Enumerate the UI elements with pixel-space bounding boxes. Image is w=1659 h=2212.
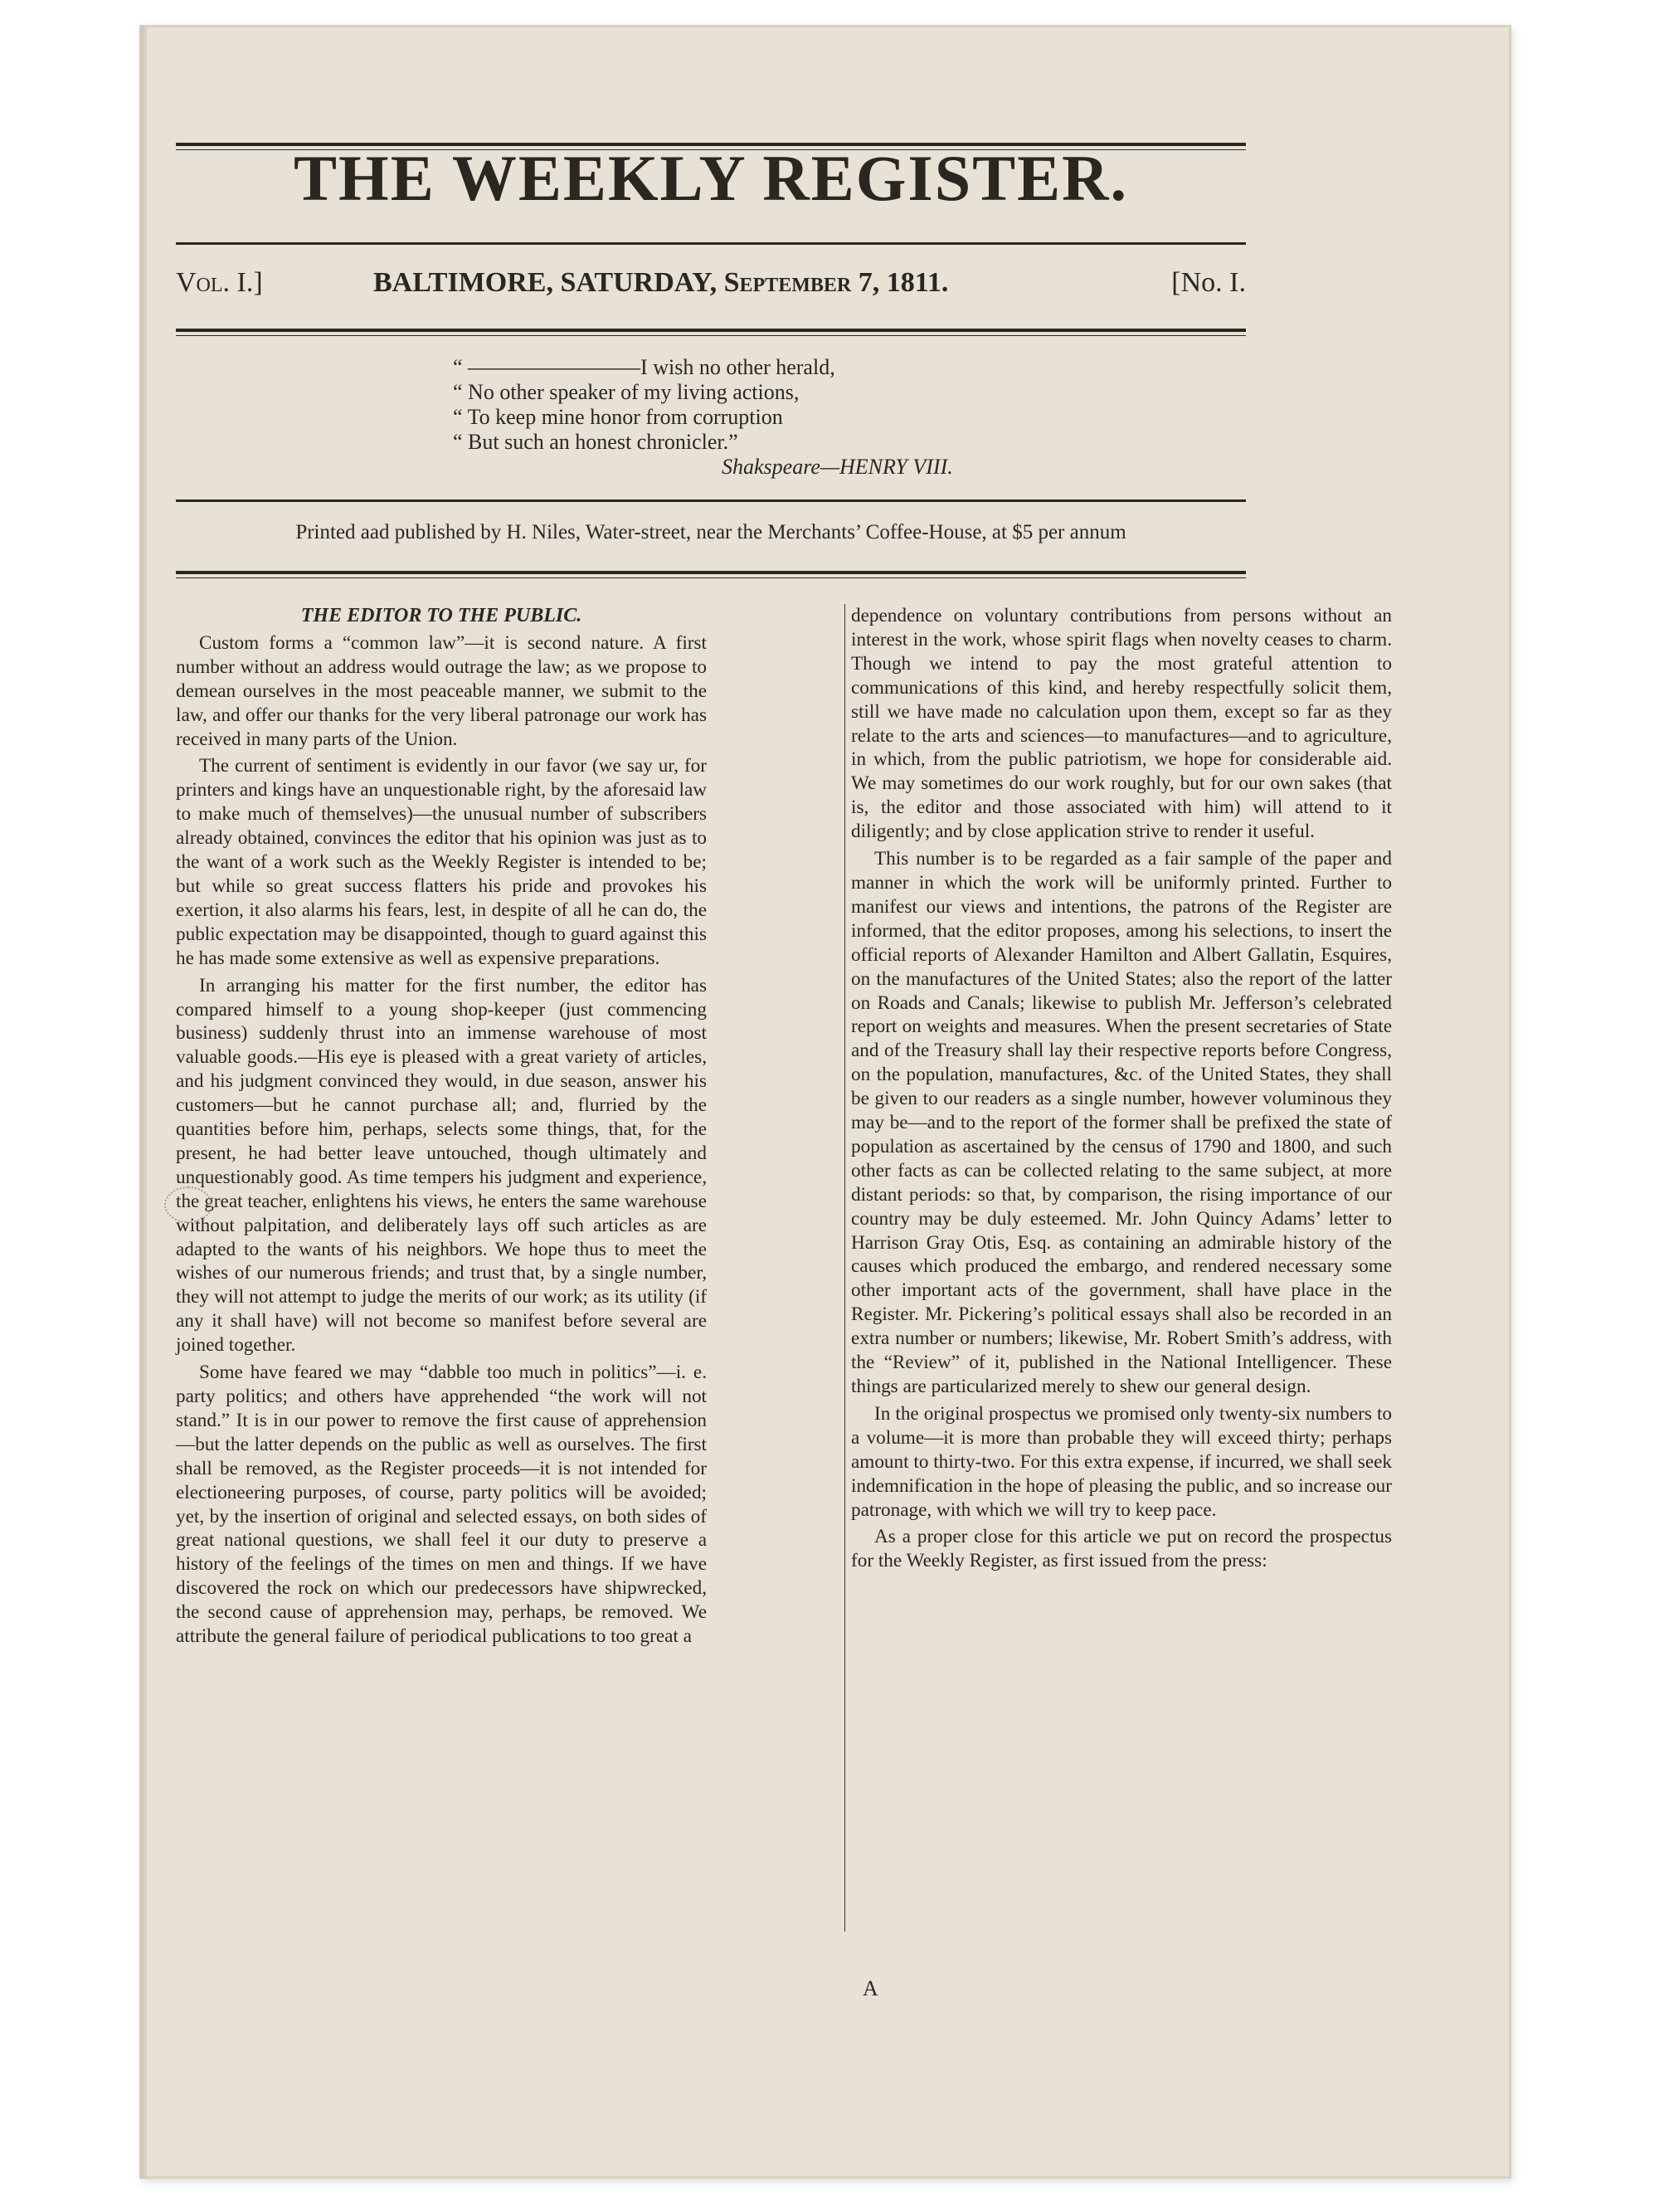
imprint-line: Printed aad published by H. Niles, Water-street, near the Merchants’ Coffee-House, at $5 per annum: [295, 521, 1126, 543]
imprint-bottom-rule: [176, 571, 1246, 574]
issue-number: [No. I.: [1171, 267, 1246, 298]
volume-label: Vol. I.]: [176, 267, 263, 298]
dateline-place: BALTIMORE, SATURDAY,: [373, 267, 718, 298]
paper-stain: [164, 1186, 212, 1223]
dateline-date: September 7, 1811.: [723, 267, 949, 298]
dateline-rule: [176, 329, 1246, 332]
dateline: [176, 267, 1246, 309]
article-paragraph: Some have feared we may “dabble too much in politics”—i. e. party politics; and others have apprehended “the work will not stand.” It is in our power to remove the first cause of apprehension—but the latter depends on the public as well as ourselves. The first shall be removed, as the Register proceeds—it is not intended for electioneering purposes, of course, party politics will be avoided; yet, by the insertion of original and selected essays, on both sides of great national questions, we shall feel it our duty to preserve a history of the feelings of the times on men and things. If we have discovered the rock on which our predecessors have shipwrecked, the second cause of apprehension may, perhaps, be removed. We attribute the general failure of periodical publications to too great a: [176, 1362, 707, 1648]
article-paragraph: In the original prospectus we promised only twenty-six numbers to a volume—it is more than probable they will exceed thirty; perhaps amount to thirty-two. For this extra expense, if incurred, we shall seek indemnification in the hope of pleasing the public, and so increase our patronage, with which we will try to keep pace.: [851, 1402, 1392, 1521]
epigraph-attribution: Shakspeare—HENRY VIII.: [722, 455, 953, 479]
epigraph-line: “ To keep mine honor from corruption: [453, 405, 783, 429]
column-divider: [844, 604, 845, 1932]
imprint-top-rule: [176, 499, 1246, 502]
signature-mark: A: [863, 1976, 878, 2000]
epigraph-line: “ No other speaker of my living actions,: [453, 380, 800, 404]
epigraph-line: “ But such an honest chronicler.”: [453, 430, 738, 454]
article-paragraph: dependence on voluntary contributions from persons without an interest in the work, whose spirit flags when novelty ceases to charm. Though we intend to pay the most grateful attention to communications of this kind, and hereby respectfully solicit them, still we have made no calculation upon them, except so far as they relate to the arts and sciences—to manufactures—and to agriculture, in which, from the public patriotism, we hope for considerable aid. We may sometimes do our work roughly, but for our own sakes (that is, the editor and those associated with him) will attend to it diligently; and by close application strive to render it useful.: [851, 605, 1392, 843]
article-paragraph: This number is to be regarded as a fair sample of the paper and manner in which the work will be uniformly printed. Further to manifest our views and intentions, the patrons of the Register are informed, that the editor proposes, among his selections, to insert the official reports of Alexander Hamilton and Albert Gallatin, Esquires, on the manufactures of the United States; also the report of the latter on Roads and Canals; likewise to publish Mr. Jefferson’s celebrated report on weights and measures. When the present secretaries of State and of the Treasury shall lay their respective reports before Congress, on the population, manufactures, &c. of the United States, they shall be given to our readers as a single number, however voluminous they may be—and to the report of the former shall be prefixed the state of population as ascertained by the census of 1790 and 1800, and such other facts as can be collected relating to the same subject, at more distant periods: so that, by comparison, the rising importance of our country may be duly esteemed. Mr. John Quincy Adams’ letter to Harrison Gray Otis, Esq. as containing an admirable history of the causes which produced the embargo, and rendered necessary some other important acts of the government, shall have place in the Register. Mr. Pickering’s political essays shall also be recorded in an extra number or numbers; likewise, Mr. Robert Smith’s address, with the “Review” of it, published in the National Intelligencer. These things are particularized merely to shew our general design.: [851, 848, 1392, 1397]
article-column-left: [176, 604, 707, 1649]
epigraph: [453, 355, 1199, 480]
article-paragraph: As a proper close for this article we put on record the prospectus for the Weekly Register, as first issued from the press:: [851, 1526, 1392, 1572]
dateline-place-date: [373, 267, 948, 299]
newspaper-title: THE WEEKLY REGISTER.: [294, 142, 1128, 214]
article-paragraph: Custom forms a “common law”—it is second nature. A first number without an address would outrage the law; as we propose to demean ourselves in the most peaceable manner, we submit to the law, and offer our thanks for the very liberal patronage our work has received in many parts of the Union.: [176, 631, 707, 750]
article-column-right: [851, 604, 1392, 1573]
epigraph-line: “ ————————I wish no other herald,: [453, 355, 835, 379]
article-paragraph: The current of sentiment is evidently in our favor (we say ur, for printers and kings have an unquestionable right, by the aforesaid law to make much of themselves)—the unusual number of subscribers already obtained, convinces the editor that his opinion was just as to the want of a work such as the Weekly Register is intended to be; but while so great success flatters his pride and provokes his exertion, it also alarms his fears, lest, in despite of all he can do, the public expectation may be disappointed, though to guard against this he has made some extensive as well as expensive preparations.: [176, 755, 707, 969]
article-paragraph: In arranging his matter for the first number, the editor has compared himself to a young shop-keeper (just commencing business) suddenly thrust into an immense warehouse of most valuable goods.—His eye is pleased with a great variety of articles, and his judgment convinced they would, in due season, answer his customers—but he cannot purchase all; and, flurried by the quantities before him, perhaps, selects some things, that, for the present, he had better leave untouched, though ultimately and unquestionably good. As time tempers his judgment and experience, the great teacher, enlightens his views, he enters the same warehouse without palpitation, and deliberately lays off such articles as are adapted to the wants of his neighbors. We hope thus to meet the wishes of our numerous friends; and trust that, by a single number, they will not attempt to judge the merits of our work; as its utility (if any it shall have) will not become so manifest before several are joined together.: [176, 974, 707, 1357]
masthead-rule-2: [176, 242, 1246, 245]
article-heading: THE EDITOR TO THE PUBLIC.: [300, 605, 582, 626]
